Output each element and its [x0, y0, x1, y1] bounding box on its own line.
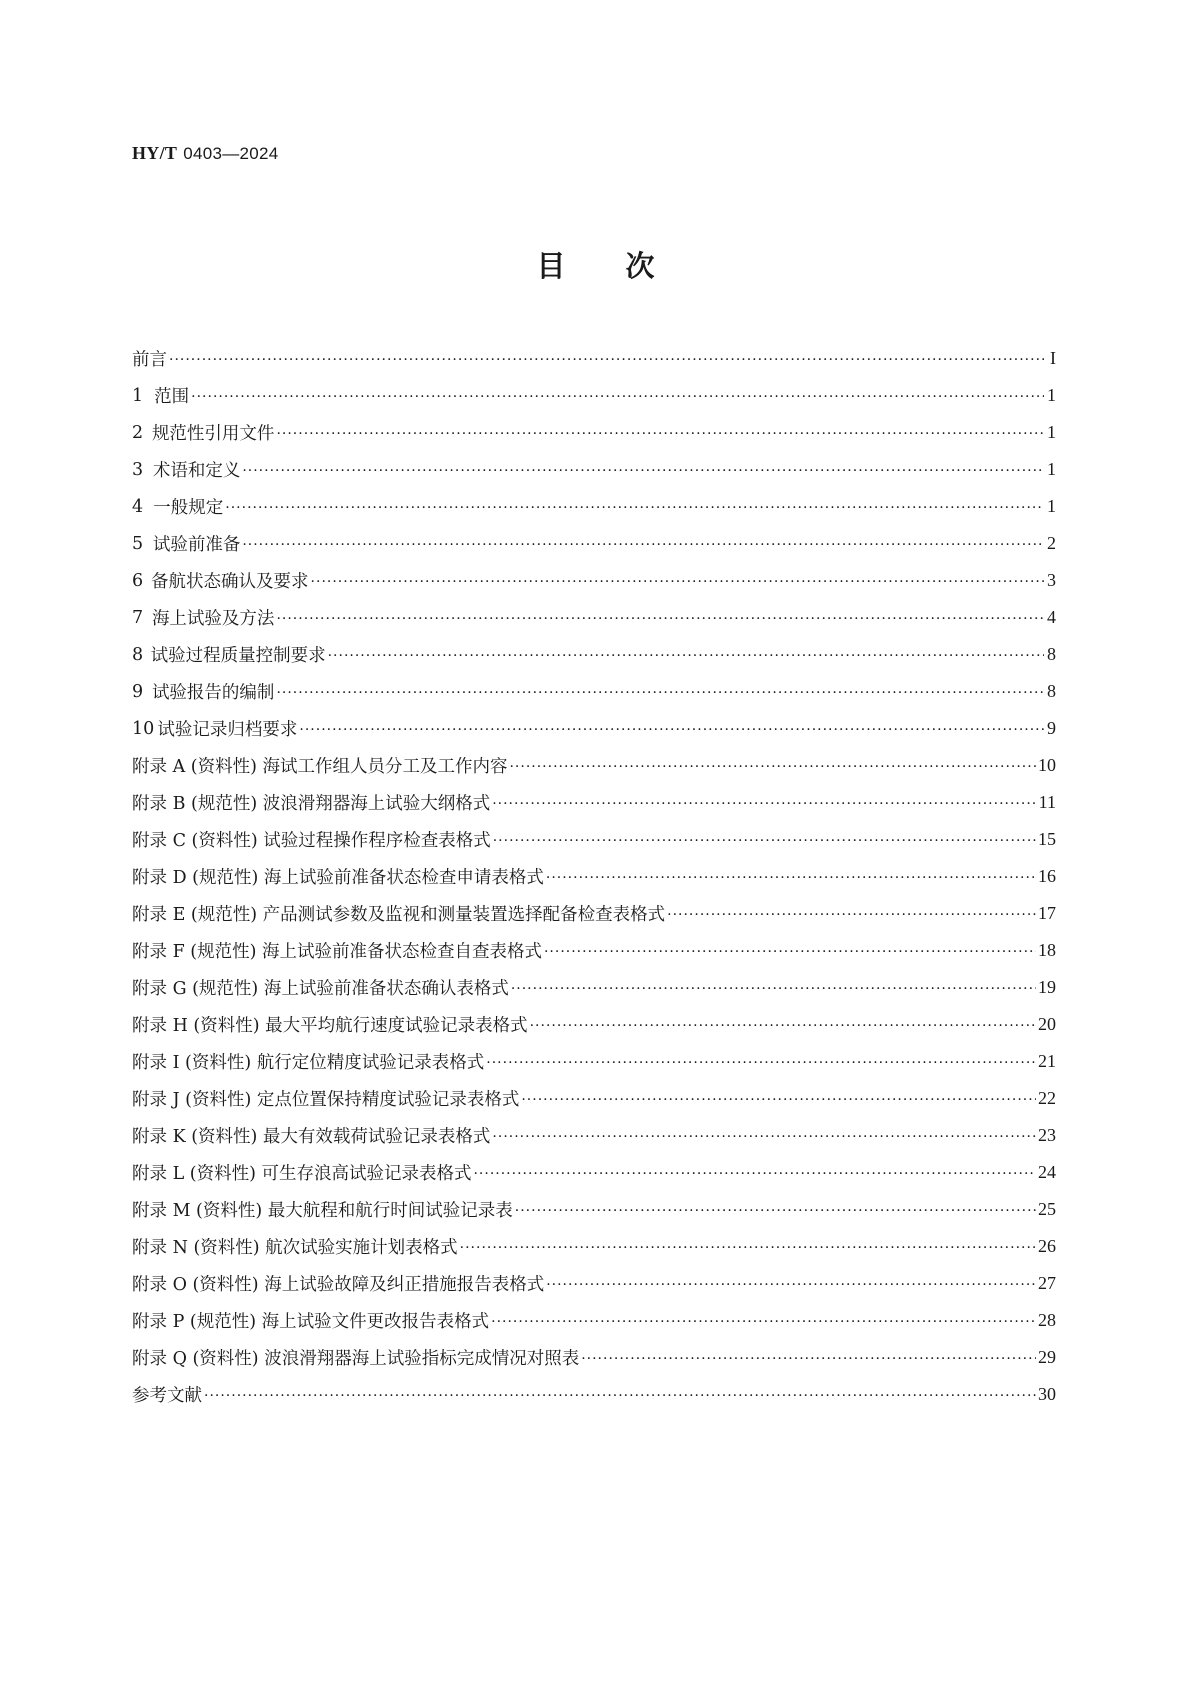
toc-entry[interactable]	[132, 562, 1056, 599]
toc-leader-dots	[276, 426, 1044, 443]
toc-entry-label: 附录 I (资料性) 航行定位精度试验记录表格式	[132, 1053, 485, 1073]
toc-entry-label: 备航状态确认及要求	[151, 572, 309, 592]
toc-leader-dots	[521, 1092, 1036, 1109]
toc-entry-label: 附录 L (资料性) 可生存浪高试验记录表格式	[132, 1164, 472, 1184]
toc-entry-page: 3	[1047, 570, 1056, 590]
toc-leader-dots	[328, 648, 1044, 665]
table-of-contents	[132, 340, 1056, 1413]
toc-entry-number: 7	[132, 607, 144, 628]
toc-leader-dots	[204, 1388, 1036, 1405]
toc-entry-label: 术语和定义	[152, 461, 241, 481]
toc-leader-dots	[509, 759, 1036, 776]
toc-leader-dots	[486, 1055, 1036, 1072]
toc-entry[interactable]	[132, 1043, 1056, 1080]
toc-entry-label: 附录 K (资料性) 最大有效载荷试验记录表格式	[132, 1127, 491, 1147]
toc-entry[interactable]	[132, 784, 1056, 821]
toc-entry-label: 附录 M (资料性) 最大航程和航行时间试验记录表	[132, 1201, 513, 1221]
toc-entry-label: 一般规定	[153, 498, 224, 518]
toc-leader-dots	[492, 1129, 1036, 1146]
toc-entry-page: 1	[1047, 385, 1056, 405]
toc-entry-label: 附录 Q (资料性) 波浪滑翔器海上试验指标完成情况对照表	[132, 1349, 580, 1369]
toc-leader-dots	[299, 722, 1044, 739]
toc-entry[interactable]	[132, 1265, 1056, 1302]
toc-entry[interactable]	[132, 858, 1056, 895]
toc-entry-label: 附录 C (资料性) 试验过程操作程序检查表格式	[132, 831, 491, 851]
toc-entry-label: 试验过程质量控制要求	[150, 646, 326, 666]
toc-entry-page: 24	[1038, 1162, 1056, 1182]
toc-entry[interactable]	[132, 636, 1056, 673]
toc-entry-page: 19	[1038, 977, 1056, 997]
toc-entry-number: 6	[132, 570, 144, 591]
toc-entry[interactable]	[132, 1302, 1056, 1339]
toc-entry[interactable]	[132, 1154, 1056, 1191]
toc-entry[interactable]	[132, 525, 1056, 562]
toc-entry-number: 1	[132, 385, 144, 406]
toc-leader-dots	[460, 1240, 1036, 1257]
toc-leader-dots	[225, 500, 1044, 517]
toc-leader-dots	[667, 907, 1036, 924]
toc-entry[interactable]	[132, 451, 1056, 488]
toc-leader-dots	[242, 463, 1044, 480]
standard-number: 0403—2024	[183, 144, 279, 163]
toc-leader-dots	[473, 1166, 1036, 1183]
toc-entry-label: 附录 A (资料性) 海试工作组人员分工及工作内容	[132, 757, 508, 777]
document-header	[132, 143, 279, 164]
toc-entry-page: 8	[1047, 644, 1056, 664]
toc-leader-dots	[242, 537, 1044, 554]
toc-entry-page: 9	[1047, 718, 1056, 738]
toc-entry-page: 23	[1038, 1125, 1056, 1145]
toc-entry-label: 试验报告的编制	[151, 683, 275, 703]
toc-leader-dots	[169, 352, 1044, 369]
toc-entry-label: 规范性引用文件	[151, 424, 275, 444]
toc-entry[interactable]	[132, 1117, 1056, 1154]
toc-entry-page: 29	[1038, 1347, 1056, 1367]
toc-leader-dots	[492, 796, 1036, 813]
toc-entry[interactable]	[132, 969, 1056, 1006]
toc-entry-label: 附录 F (规范性) 海上试验前准备状态检查自查表格式	[132, 942, 542, 962]
toc-entry[interactable]	[132, 1191, 1056, 1228]
toc-entry-number: 10	[132, 718, 155, 739]
toc-entry[interactable]	[132, 488, 1056, 525]
toc-entry-label: 附录 D (规范性) 海上试验前准备状态检查申请表格式	[132, 868, 544, 888]
toc-entry-label: 附录 O (资料性) 海上试验故障及纠正措施报告表格式	[132, 1275, 545, 1295]
toc-entry[interactable]	[132, 1080, 1056, 1117]
toc-entry-number: 2	[132, 422, 144, 443]
toc-entry-label: 海上试验及方法	[151, 609, 275, 629]
toc-entry-page: 15	[1038, 829, 1056, 849]
toc-entry-label: 范围	[154, 387, 190, 407]
toc-entry[interactable]	[132, 747, 1056, 784]
toc-entry-page: 25	[1038, 1199, 1056, 1219]
toc-entry[interactable]	[132, 599, 1056, 636]
toc-entry-page: 30	[1038, 1384, 1056, 1404]
toc-entry-label: 附录 N (资料性) 航次试验实施计划表格式	[132, 1238, 458, 1258]
toc-entry-label: 试验记录归档要求	[157, 720, 298, 740]
toc-entry[interactable]	[132, 414, 1056, 451]
toc-leader-dots	[311, 574, 1044, 591]
toc-entry-page: 2	[1047, 533, 1056, 553]
toc-entry-page: 20	[1038, 1014, 1056, 1034]
toc-entry-page: 27	[1038, 1273, 1056, 1293]
toc-entry[interactable]	[132, 710, 1056, 747]
toc-entry[interactable]	[132, 340, 1056, 377]
toc-leader-dots	[546, 870, 1036, 887]
toc-leader-dots	[276, 685, 1044, 702]
toc-entry-page: 26	[1038, 1236, 1056, 1256]
toc-entry-page: 1	[1047, 422, 1056, 442]
toc-leader-dots	[546, 1277, 1036, 1294]
toc-entry-label: 附录 P (规范性) 海上试验文件更改报告表格式	[132, 1312, 490, 1332]
toc-entry-label: 附录 G (规范性) 海上试验前准备状态确认表格式	[132, 979, 509, 999]
toc-entry-page: 8	[1047, 681, 1056, 701]
toc-entry-label: 附录 E (规范性) 产品测试参数及监视和测量装置选择配备检查表格式	[132, 905, 666, 925]
toc-entry[interactable]	[132, 821, 1056, 858]
toc-entry[interactable]	[132, 895, 1056, 932]
toc-entry[interactable]	[132, 1228, 1056, 1265]
toc-entry-number: 5	[132, 533, 144, 554]
toc-entry-number: 8	[132, 644, 144, 665]
toc-entry-label: 试验前准备	[152, 535, 241, 555]
toc-entry-label: 附录 H (资料性) 最大平均航行速度试验记录表格式	[132, 1016, 528, 1036]
toc-entry-label: 参考文献	[132, 1386, 202, 1406]
toc-entry-page: 16	[1038, 866, 1056, 886]
toc-entry-page: 11	[1038, 792, 1056, 812]
toc-entry[interactable]	[132, 377, 1056, 414]
toc-leader-dots	[544, 944, 1036, 961]
standard-code: HY/T	[132, 143, 178, 163]
toc-entry[interactable]	[132, 1339, 1056, 1376]
toc-leader-dots	[530, 1018, 1036, 1035]
toc-entry-label: 附录 J (资料性) 定点位置保持精度试验记录表格式	[132, 1090, 520, 1110]
toc-entry[interactable]	[132, 673, 1056, 710]
toc-leader-dots	[511, 981, 1036, 998]
toc-entry-page: 1	[1047, 459, 1056, 479]
toc-entry-number: 9	[132, 681, 144, 702]
toc-leader-dots	[581, 1351, 1036, 1368]
toc-leader-dots	[493, 833, 1036, 850]
page-title: 目次	[536, 249, 715, 283]
toc-leader-dots	[191, 389, 1044, 406]
toc-leader-dots	[491, 1314, 1036, 1331]
toc-entry-number: 4	[132, 496, 144, 517]
toc-leader-dots	[276, 611, 1044, 628]
toc-entry-page: 10	[1038, 755, 1056, 775]
toc-entry-page: 22	[1038, 1088, 1056, 1108]
toc-entry[interactable]	[132, 1376, 1056, 1413]
toc-entry-label: 附录 B (规范性) 波浪滑翔器海上试验大纲格式	[132, 794, 491, 814]
toc-entry-page: 21	[1038, 1051, 1056, 1071]
toc-entry-number: 3	[132, 459, 144, 480]
toc-entry[interactable]	[132, 1006, 1056, 1043]
toc-entry-page: I	[1050, 348, 1056, 368]
toc-leader-dots	[515, 1203, 1036, 1220]
toc-entry[interactable]	[132, 932, 1056, 969]
toc-entry-page: 4	[1047, 607, 1056, 627]
toc-entry-page: 18	[1038, 940, 1056, 960]
toc-entry-page: 17	[1038, 903, 1056, 923]
toc-entry-page: 1	[1047, 496, 1056, 516]
toc-entry-label: 前言	[132, 350, 167, 370]
toc-entry-page: 28	[1038, 1310, 1056, 1330]
